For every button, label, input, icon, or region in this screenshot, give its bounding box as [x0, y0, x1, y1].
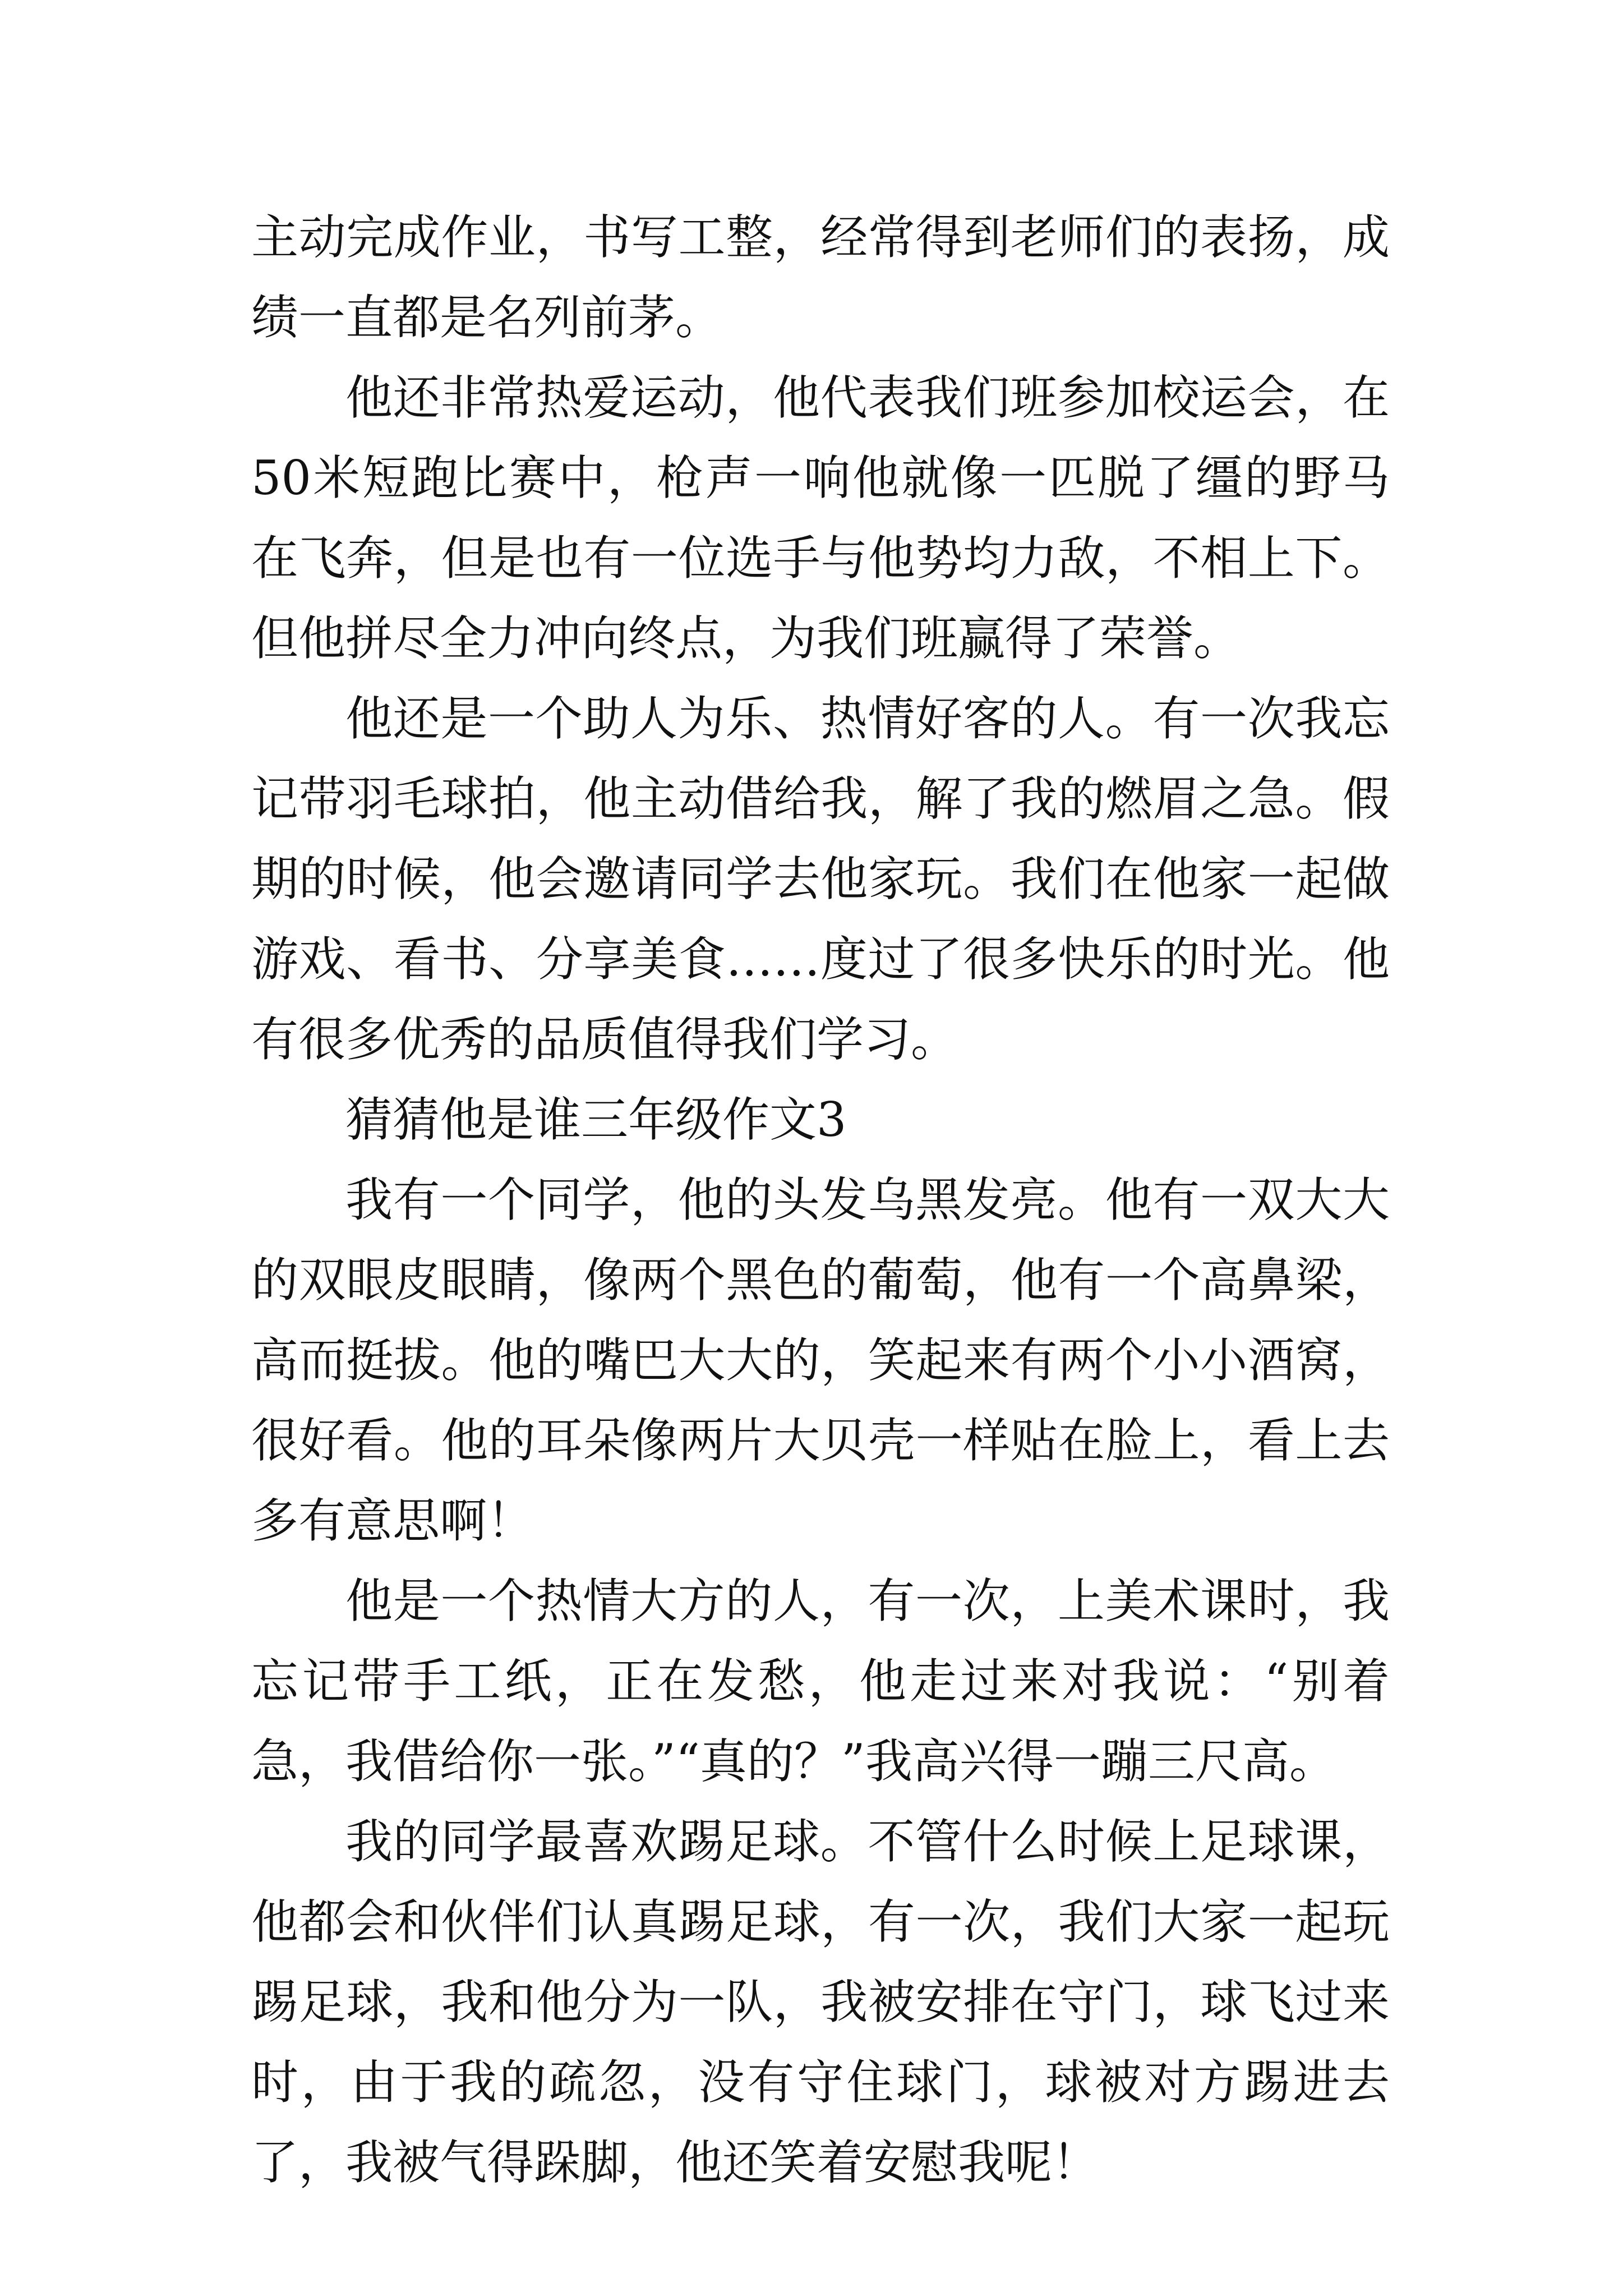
paragraph-generous: 他是一个热情大方的人，有一次，上美术课时，我忘记带手工纸，正在发愁，他走过来对我说：“别着急，我借给你一张。”“真的？”我高兴得一蹦三尺高。 [251, 1573, 1390, 1789]
paragraph-sports: 他还非常热爱运动，他代表我们班参加校运会，在50米短跑比赛中，枪声一响他就像一匹脱了缰的野马在飞奔，但是也有一位选手与他势均力敌，不相上下。但他拼尽全力冲向终点，为我们班赢得了荣誉。 [251, 370, 1390, 666]
paragraph-appearance: 我有一个同学，他的头发乌黑发亮。他有一双大大的双眼皮眼睛，像两个黑色的葡萄，他有一个高鼻梁，高而挺拔。他的嘴巴大大的，笑起来有两个小小酒窝，很好看。他的耳朵像两片大贝壳一样贴在脸上，看上去多有意思啊！ [251, 1172, 1390, 1548]
paragraph-continuation: 主动完成作业，书写工整，经常得到老师们的表扬，成绩一直都是名列前茅。 [251, 210, 1390, 345]
document-body [251, 197, 1390, 2203]
paragraph-football: 我的同学最喜欢踢足球。不管什么时候上足球课，他都会和伙伴们认真踢足球，有一次，我们大家一起玩踢足球，我和他分为一队，我被安排在守门，球飞过来时，由于我的疏忽，没有守住球门，球被对方踢进去了，我被气得跺脚，他还笑着安慰我呢！ [251, 1814, 1390, 2190]
paragraph-helpful: 他还是一个助人为乐、热情好客的人。有一次我忘记带羽毛球拍，他主动借给我，解了我的燃眉之急。假期的时候，他会邀请同学去他家玩。我们在他家一起做游戏、看书、分享美食……度过了很多快乐的时光。他有很多优秀的品质值得我们学习。 [251, 691, 1390, 1067]
essay-heading: 猜猜他是谁三年级作文3 [345, 1092, 847, 1147]
